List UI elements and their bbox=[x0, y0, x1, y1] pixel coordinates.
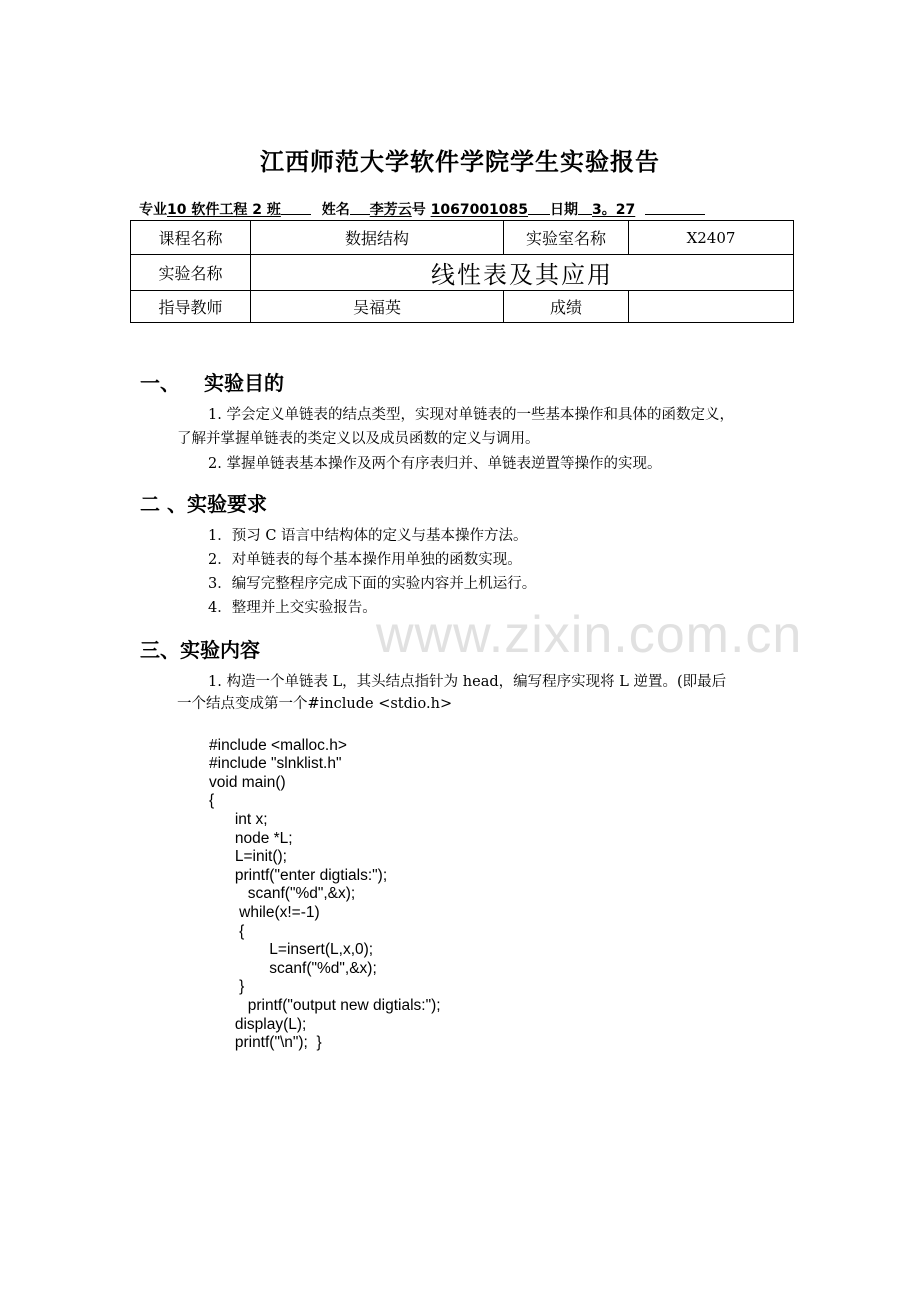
date-value: 3。27 bbox=[592, 202, 636, 218]
list-item: 4．整理并上交实验报告。 bbox=[208, 600, 377, 616]
code-line: while(x!=-1) bbox=[209, 903, 320, 921]
code-line: { bbox=[209, 922, 245, 940]
code-line: node *L; bbox=[209, 829, 293, 847]
experiment-label: 实验名称 bbox=[131, 255, 251, 291]
section-number: 一、 bbox=[140, 371, 180, 395]
id-label: 号 bbox=[411, 202, 426, 218]
name-blank bbox=[350, 200, 370, 215]
code-line: int x; bbox=[209, 810, 268, 828]
list-item: 3．编写完整程序完成下面的实验内容并上机运行。 bbox=[208, 576, 537, 592]
code-line: L=insert(L,x,0); bbox=[209, 941, 374, 959]
date-label: 日期 bbox=[550, 202, 579, 218]
code-block bbox=[209, 718, 441, 1071]
name-label: 姓名 bbox=[321, 202, 350, 218]
report-title: 江西师范大学软件学院学生实验报告 bbox=[260, 148, 660, 176]
section-heading-content: 三、实验内容 bbox=[140, 638, 260, 662]
section-title: 实验目的 bbox=[204, 371, 284, 395]
code-line: printf("enter digtials:"); bbox=[209, 866, 388, 884]
id-value: 1067001085 bbox=[430, 202, 529, 218]
code-line: display(L); bbox=[209, 1015, 307, 1033]
lab-room-label: 实验室名称 bbox=[504, 221, 629, 255]
id-blank bbox=[528, 200, 550, 215]
course-label: 课程名称 bbox=[131, 221, 251, 255]
date-trailing-blank bbox=[645, 200, 705, 215]
watermark: www.zixin.com.cn bbox=[376, 606, 803, 664]
section-heading-requirements: 二 、实验要求 bbox=[140, 492, 267, 516]
name-value: 李芳云 bbox=[369, 202, 412, 218]
grade-label: 成绩 bbox=[504, 291, 629, 323]
purpose-paragraph-2: 2. 掌握单链表基本操作及两个有序表归并、单链表逆置等操作的实现。 bbox=[208, 456, 662, 472]
experiment-value: 线性表及其应用 bbox=[251, 255, 794, 291]
purpose-paragraph-1-line-1: 1. 学会定义单链表的结点类型，实现对单链表的一些基本操作和具体的函数定义， bbox=[208, 407, 734, 423]
code-line: scanf("%d",&x); bbox=[209, 885, 356, 903]
teacher-label: 指导教师 bbox=[131, 291, 251, 323]
content-paragraph-line-1: 1. 构造一个单链表 L，其头结点指针为 head，编写程序实现将 L 逆置。(即最后 bbox=[208, 674, 727, 690]
date-blank bbox=[578, 200, 592, 215]
code-line: } bbox=[209, 978, 245, 996]
list-item: 1．预习 C 语言中结构体的定义与基本操作方法。 bbox=[208, 528, 528, 544]
code-line: scanf("%d",&x); bbox=[209, 959, 377, 977]
grade-value bbox=[629, 291, 794, 323]
table-row bbox=[131, 255, 794, 291]
code-line: void main() bbox=[209, 773, 286, 791]
code-line: printf("output new digtials:"); bbox=[209, 996, 441, 1014]
section-heading-purpose bbox=[140, 367, 284, 396]
course-info-table bbox=[130, 220, 794, 323]
course-value: 数据结构 bbox=[251, 221, 504, 255]
major-blank bbox=[281, 200, 311, 215]
table-row bbox=[131, 291, 794, 323]
list-item: 2．对单链表的每个基本操作用单独的函数实现。 bbox=[208, 552, 522, 568]
student-info-line bbox=[139, 199, 705, 219]
code-line: { bbox=[209, 792, 215, 810]
code-line: #include "slnklist.h" bbox=[209, 755, 342, 773]
teacher-value: 吴福英 bbox=[251, 291, 504, 323]
content-paragraph-line-2: 一个结点变成第一个#include <stdio.h> bbox=[177, 696, 453, 712]
major-value: 10 软件工程 2 班 bbox=[167, 202, 281, 218]
major-label: 专业 bbox=[139, 202, 167, 218]
code-line: #include <malloc.h> bbox=[209, 736, 347, 754]
code-line: L=init(); bbox=[209, 848, 287, 866]
table-row bbox=[131, 221, 794, 255]
purpose-paragraph-1-line-2: 了解并掌握单链表的类定义以及成员函数的定义与调用。 bbox=[177, 431, 540, 447]
code-line: printf("\n"); } bbox=[209, 1034, 322, 1052]
lab-room-value: X2407 bbox=[629, 221, 794, 255]
